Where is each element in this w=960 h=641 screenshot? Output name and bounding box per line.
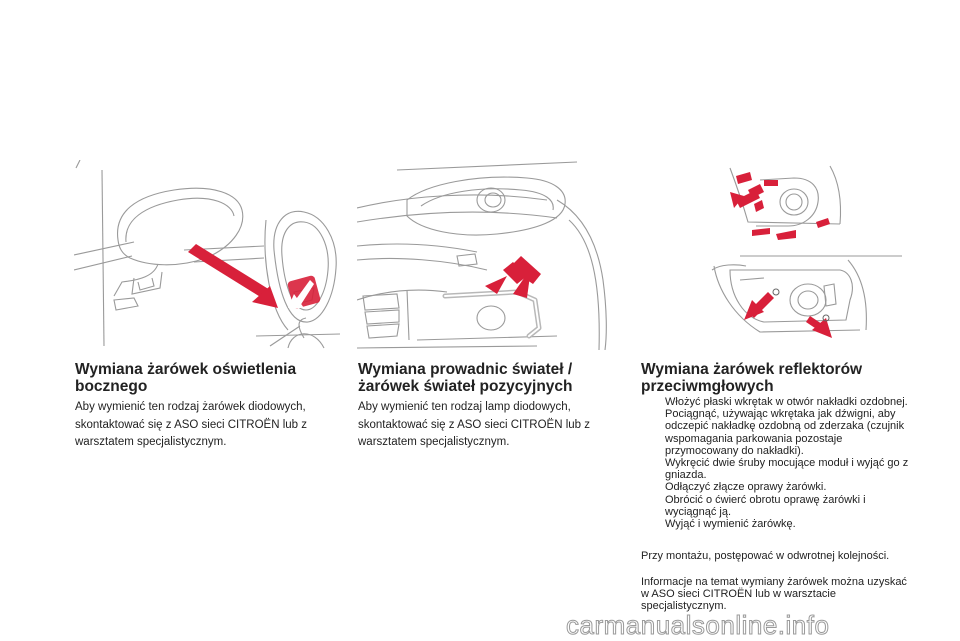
section-2-body: Aby wymienić ten rodzaj lamp diodowych, skontaktować się z ASO sieci CITROËN lub z warsztatem specjalistycznym. [358, 401, 590, 448]
step-text: Odłączyć złącze oprawy żarówki. [665, 481, 827, 494]
section-1-body: Aby wymienić ten rodzaj żarówek diodowych, skontaktować się z ASO sieci CITROËN lub z warsztatem specjalistycznym. [75, 401, 307, 448]
step-item [641, 457, 909, 481]
section-3-title [641, 361, 911, 395]
watermark: carmanualsonline.info [566, 610, 830, 640]
fog-lamp-illustration [700, 160, 906, 350]
step-item [641, 481, 909, 493]
section-1-title [75, 361, 345, 395]
section-3-title-line2: przeciwmgłowych [641, 378, 774, 395]
step-text: Wyjąć i wymienić żarówkę. [665, 518, 796, 531]
mirror-illustration [74, 160, 340, 350]
section-3-title-line1: Wymiana żarówek reflektorów [641, 361, 863, 378]
step-text: Obrócić o ćwierć obrotu oprawę żarówki i wyciągnąć ją. [665, 493, 866, 518]
step-text: Włożyć płaski wkrętak w otwór nakładki ozdobnej. [665, 396, 908, 408]
section-3-steps [641, 396, 909, 530]
section-2-title [358, 361, 628, 395]
section-1-title-line1: Wymiana żarówek oświetlenia [75, 361, 297, 378]
section-1-title-line2: bocznego [75, 378, 148, 395]
bumper-led-illustration [357, 160, 623, 350]
step-item [641, 396, 909, 408]
step-item [641, 518, 909, 530]
closing-note-info: Informacje na temat wymiany żarówek można uzyskać w ASO sieci CITROËN lub w warsztacie specjalistycznym. [641, 576, 907, 613]
step-text: Pociągnąć, używając wkrętaka jak dźwigni, aby odczepić nakładkę ozdobną od zderzaka (czujnik wspomagania parkowania pozostaje przymocowany do nakładki). [665, 408, 905, 457]
step-item [641, 494, 909, 518]
step-item [641, 408, 909, 457]
step-text: Wykręcić dwie śruby mocujące moduł i wyjąć go z gniazda. [665, 457, 909, 482]
section-2-title-line2: żarówek świateł pozycyjnych [358, 378, 573, 395]
closing-note-reassembly: Przy montażu, postępować w odwrotnej kolejności. [641, 550, 890, 562]
section-2-title-line1: Wymiana prowadnic świateł / [358, 361, 573, 378]
